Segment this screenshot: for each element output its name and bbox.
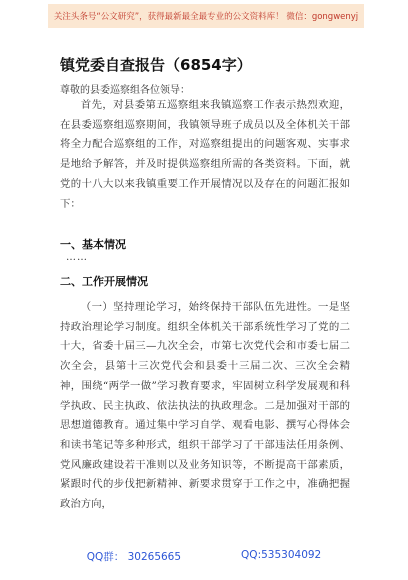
document-title: 镇党委自查报告（6854字）: [60, 56, 252, 74]
qq-contact-number: QQ:535304092: [241, 549, 322, 561]
salutation: 尊敬的县委巡察组各位领导：: [60, 85, 190, 96]
qq-group-number: QQ群： 30265665: [86, 551, 182, 563]
promo-banner: [48, 4, 364, 28]
intro-paragraph: 首先，对县委第五巡察组来我镇巡察工作表示热烈欢迎，在县委巡察组巡察期间，我镇领导班子成员以及全体机关干部将全力配合巡察组的工作，对巡察组提出的问题客观、实事求是地给予解答，并及时提供巡察组所需的各类资料。下面，就党的十八大以来我镇重要工作开展情况以及存在的问题汇报如下：: [60, 99, 350, 210]
promo-banner-text: 关注头条号“公文研究”，获得最新最全最专业的公文资料库！ 微信：gongwenyj: [53, 12, 359, 22]
section-heading-basic-info: 一、基本情况: [60, 238, 126, 251]
section-heading-work-progress: 二、工作开展情况: [60, 275, 148, 288]
work-progress-paragraph: （一）坚持理论学习，始终保持干部队伍先进性。一是坚持政治理论学习制度。组织全体机关干部系统性学习了党的二十大，省委十届三—九次全会，市第七次党代会和市委七届二次全会，县第十三次党代会和县委十三届二次、三次全会精神，围绕“两学一做”学习教育要求，牢固树立科学发展观和科学执政、民主执政、依法执法的执政理念。二是加强对干部的思想道德教育。通过集中学习自学、观看电影、撰写心得体会和读书笔记等多种形式，组织干部学习了干部违法任用条例、党风廉政建设若干准则以及业务知识等，不断提高干部素质，紧跟时代的步伐把新精神、新要求贯穿于工作之中，准确把握政治方向，: [60, 301, 350, 511]
ellipsis-placeholder: ……: [66, 252, 88, 263]
footer-contact: [0, 549, 408, 569]
